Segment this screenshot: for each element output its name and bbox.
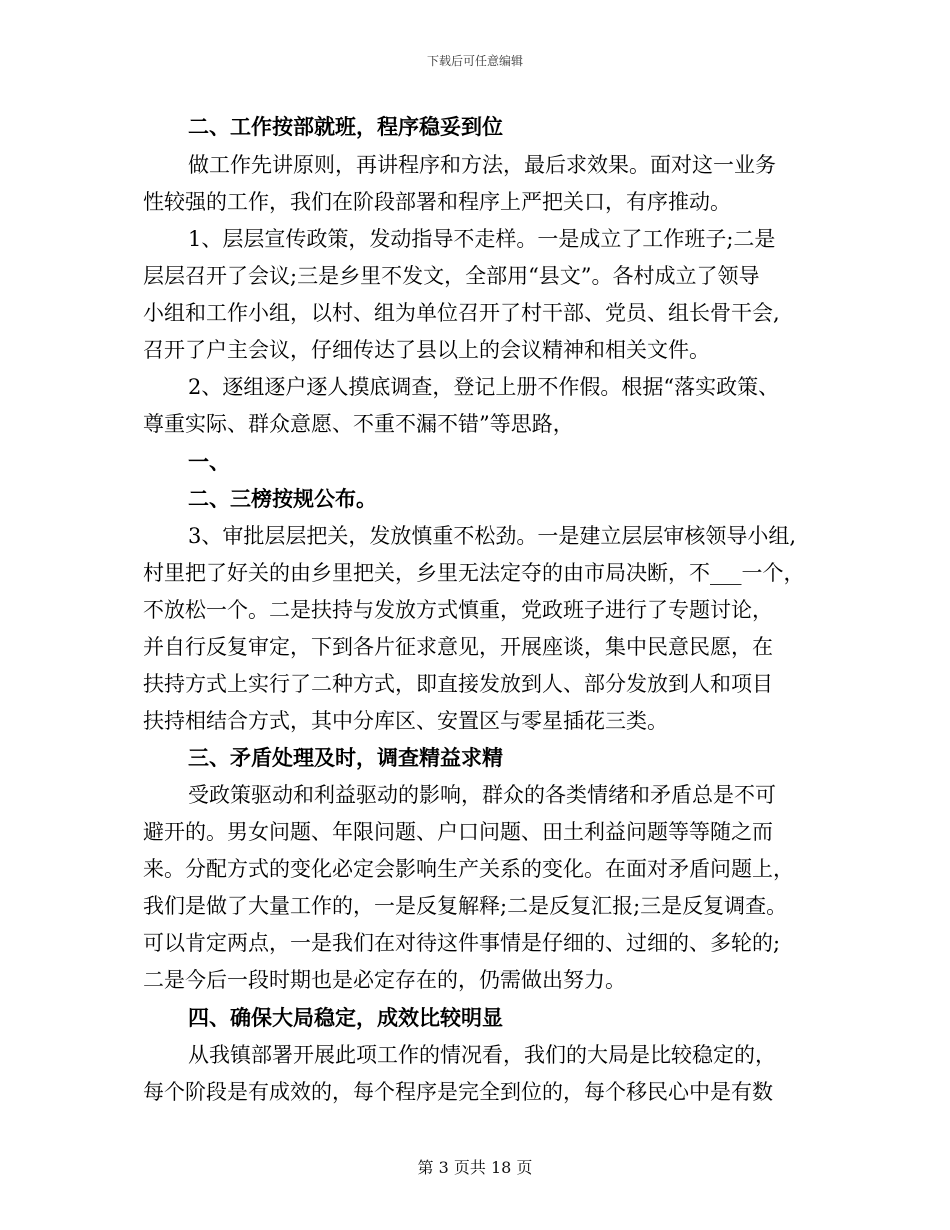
section-heading: 一、 — [188, 449, 230, 474]
section-heading: 二、三榜按规公布。 — [188, 486, 377, 511]
paragraph-line: 2、逐组逐户逐人摸底调查，登记上册不作假。根据“落实政策、 — [188, 375, 780, 399]
section-heading: 四、确保大局稳定，成效比较明显 — [188, 1005, 503, 1030]
page-header: 下载后可任意编辑 — [426, 54, 523, 68]
section-heading: 二、工作按部就班，程序稳妥到位 — [188, 114, 503, 139]
paragraph-line: 村里把了好关的由乡里把关，乡里无法定夺的由市局决断，不___一个， — [143, 561, 805, 585]
paragraph-line: 不放松一个。二是扶持与发放方式慎重，党政班子进行了专题讨论， — [143, 598, 773, 622]
section-heading: 三、矛盾处理及时，调查精益求精 — [188, 745, 503, 770]
paragraph-line: 避开的。男女问题、年限问题、户口问题、田土利益问题等等随之而 — [143, 820, 773, 844]
paragraph-line: 每个阶段是有成效的，每个程序是完全到位的，每个移民心中是有数 — [143, 1080, 773, 1104]
paragraph-line: 做工作先讲原则，再讲程序和方法，最后求效果。面对这一业务 — [188, 153, 776, 177]
page-number: 第 3 页共 18 页 — [417, 1158, 533, 1177]
paragraph-line: 扶持相结合方式，其中分库区、安置区与零星插花三类。 — [143, 709, 668, 733]
paragraph-line: 并自行反复审定，下到各片征求意见，开展座谈，集中民意民愿，在 — [143, 635, 773, 659]
paragraph-line: 1、层层宣传政策，发动指导不走样。一是成立了工作班子;二是 — [188, 227, 776, 251]
paragraph-line: 扶持方式上实行了二种方式，即直接发放到人、部分发放到人和项目 — [143, 672, 773, 696]
paragraph-line: 我们是做了大量工作的，一是反复解释;二是反复汇报;三是反复调查。 — [143, 894, 788, 918]
paragraph-line: 受政策驱动和利益驱动的影响，群众的各类情绪和矛盾总是不可 — [188, 783, 776, 807]
paragraph-line: 性较强的工作，我们在阶段部署和程序上严把关口，有序推动。 — [143, 190, 731, 214]
paragraph-line: 3、审批层层把关，发放慎重不松劲。一是建立层层审核领导小组, — [188, 524, 797, 548]
paragraph-line: 二是今后一段时期也是必定存在的，仍需做出努力。 — [143, 968, 626, 992]
paragraph-line: 层层召开了会议;三是乡里不发文，全部用“县文”。各村成立了领导 — [143, 264, 760, 288]
paragraph-line: 可以肯定两点，一是我们在对待这件事情是仔细的、过细的、多轮的; — [143, 931, 781, 955]
paragraph-line: 小组和工作小组，以村、组为单位召开了村干部、党员、组长骨干会, — [143, 301, 780, 325]
paragraph-line: 召开了户主会议，仔细传达了县以上的会议精神和相关文件。 — [143, 338, 710, 362]
paragraph-line: 尊重实际、群众意愿、不重不漏不错”等思路， — [143, 412, 574, 436]
paragraph-line: 来。分配方式的变化必定会影响生产关系的变化。在面对矛盾问题上， — [143, 857, 794, 881]
paragraph-line: 从我镇部署开展此项工作的情况看，我们的大局是比较稳定的， — [188, 1043, 776, 1067]
